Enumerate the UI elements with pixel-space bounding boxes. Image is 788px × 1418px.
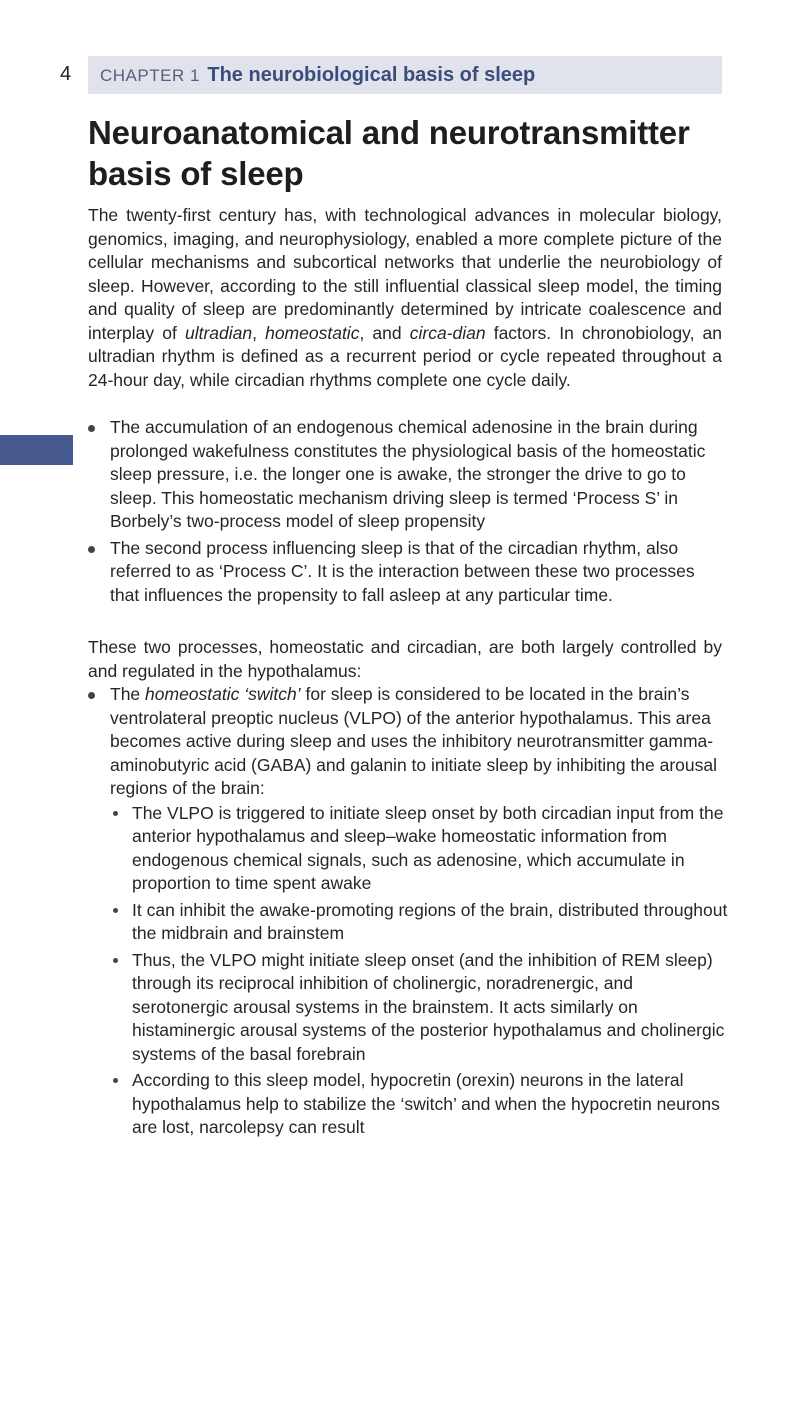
- intro-text-1: The twenty-first century has, with technological advances in molecular biology, genomics, imaging, and neurophysiology, enabled a more complete picture of the cellular mechanisms and subcortical networks that underlie the neurobiology of sleep. However, according to the still influential classical sleep model, the timing and quality of sleep are predominantly determined by intricate coalescence and interplay of: [88, 205, 722, 343]
- list-item-text: The second process influencing sleep is that of the circadian rhythm, also referred to as ‘Process C’. It is the interaction between these two processes that influences the propensity to fall asleep at any particular time.: [110, 537, 695, 605]
- intro-term-ultradian: ultradian: [184, 322, 253, 343]
- sub-bullet-icon: [113, 811, 118, 816]
- section-heading: Neuroanatomical and neurotransmitter basis of sleep: [88, 114, 690, 192]
- sub-bullet-icon: [113, 1078, 118, 1083]
- sub-list-item-text: The VLPO is triggered to initiate sleep onset by both circadian input from the anterior hypothalamus and sleep–wake homeostatic information from endogenous chemical signals, such as adenosine, which accumulate in proportion to time spent awake: [132, 802, 724, 893]
- hypothalamus-paragraph: These two processes, homeostatic and circadian, are both largely controlled by and regulated in the hypothalamus:: [88, 637, 722, 681]
- bullet-icon: [88, 425, 95, 432]
- list-item-text: The accumulation of an endogenous chemical adenosine in the brain during prolonged wakefulness constitutes the physiological basis of the homeostatic sleep pressure, i.e. the longer one is awake, the stronger the drive to go to sleep. This homeostatic mechanism driving sleep is termed ‘Process S’ in Borbely’s two-process model of sleep propensity: [110, 417, 706, 531]
- bullet-icon: [88, 546, 95, 553]
- sub-list-item: [110, 1069, 728, 1140]
- vlpo-sub-list: [110, 802, 728, 1140]
- list-item: [88, 537, 728, 608]
- sub-bullet-icon: [113, 958, 118, 963]
- page-number: 4: [60, 63, 72, 85]
- homeostatic-switch-term: homeostatic ‘switch’: [145, 684, 301, 704]
- intro-term-homeostatic: homeostatic: [265, 322, 360, 343]
- intro-text-3: , and: [359, 322, 410, 343]
- switch-bullet-list: [88, 683, 728, 1143]
- list-item-text-end: for sleep is considered to be located in the brain’s ventrolateral preoptic nucleus (VLPO) of the anterior hypothalamus. This area becomes active during sleep and uses the inhibitory neurotransmitter gamma-aminobutyric acid (GABA) and galanin to initiate sleep by inhibiting the arousal regions of the brain:: [110, 684, 718, 798]
- intro-term-circadian: circa-dian: [409, 322, 486, 343]
- sub-list-item: [110, 949, 728, 1067]
- list-item-text-start: The: [110, 684, 146, 704]
- intro-paragraph: [88, 204, 722, 392]
- sub-bullet-icon: [113, 908, 118, 913]
- sub-list-item-text: It can inhibit the awake-promoting regions of the brain, distributed throughout the midbrain and brainstem: [132, 899, 728, 943]
- sub-list-item-text: According to this sleep model, hypocretin (orexin) neurons in the lateral hypothalamus help to stabilize the ‘switch’ and when the hypocretin neurons are lost, narcolepsy can result: [132, 1070, 720, 1137]
- chapter-label: CHAPTER 1: [100, 66, 200, 85]
- intro-text-4: factors. In chronobiology, an ultradian rhythm is defined as a recurrent period or cycle repeated throughout a 24-hour day, while circadian rhythms complete one cycle daily.: [88, 322, 723, 390]
- process-bullet-list: [88, 416, 728, 610]
- intro-text-2: ,: [252, 322, 266, 343]
- running-head: [88, 56, 722, 94]
- bullet-icon: [88, 692, 95, 699]
- list-item: [88, 683, 728, 1140]
- sub-list-item-text: Thus, the VLPO might initiate sleep onset (and the inhibition of REM sleep) through its reciprocal inhibition of cholinergic, noradrenergic, and serotonergic arousal systems in the brainstem. It acts similarly on histaminergic arousal systems of the posterior hypothalamus and cholinergic systems of the basal forebrain: [132, 949, 725, 1064]
- sub-list-item: [110, 899, 728, 946]
- chapter-thumb-tab: [0, 435, 73, 465]
- list-item: [88, 416, 728, 534]
- chapter-title: The neurobiological basis of sleep: [207, 64, 536, 86]
- sub-list-item: [110, 802, 728, 896]
